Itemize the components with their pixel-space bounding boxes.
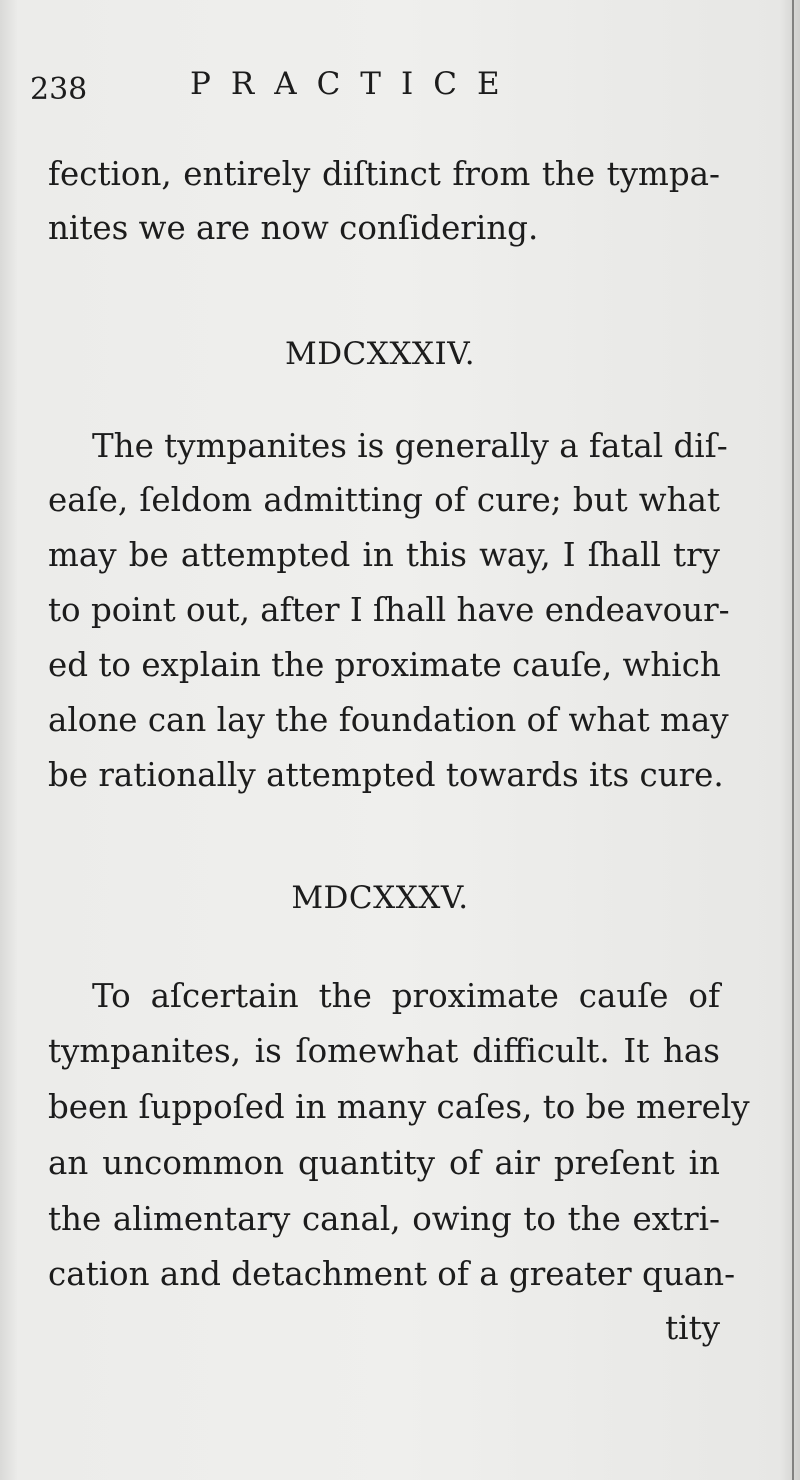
text-line: alone can lay the foundation of what may: [48, 701, 729, 739]
text-line: the alimentary canal, owing to the extri-: [48, 1200, 720, 1238]
text-line: The tympanites is generally a fatal diſ-: [92, 427, 728, 465]
text-line: been ſuppoſed in many caſes, to be merely: [48, 1088, 750, 1126]
text-line: to point out, after I ſhall have endeavour-: [48, 591, 730, 629]
text-line: cation and detachment of a greater quan-: [48, 1255, 736, 1293]
section-heading-mdcxxxiv: MDCXXXIV.: [284, 336, 476, 372]
running-head: PRACTICE: [190, 66, 520, 102]
page-edge-shadow: [792, 0, 794, 1480]
text-line: may be attempted in this way, I ſhall try: [48, 536, 720, 574]
text-line: ed to explain the proximate cauſe, which: [48, 646, 721, 684]
text-line: To aſcertain the proximate cauſe of: [92, 977, 720, 1015]
text-line: nites we are now conſidering.: [48, 209, 539, 247]
catchword: tity: [665, 1309, 720, 1347]
page-number: 238: [30, 72, 88, 107]
page-header: [30, 66, 750, 116]
text-line: tympanites, is ſomewhat difficult. It has: [48, 1032, 720, 1070]
section-heading-mdcxxxv: MDCXXXV.: [291, 880, 469, 916]
text-line: fection, entirely diſtinct from the tympa-: [48, 155, 720, 193]
text-line: be rationally attempted towards its cure.: [48, 756, 724, 794]
text-line: eaſe, ſeldom admitting of cure; but what: [48, 481, 720, 519]
text-line: an uncommon quantity of air preſent in: [48, 1144, 720, 1182]
